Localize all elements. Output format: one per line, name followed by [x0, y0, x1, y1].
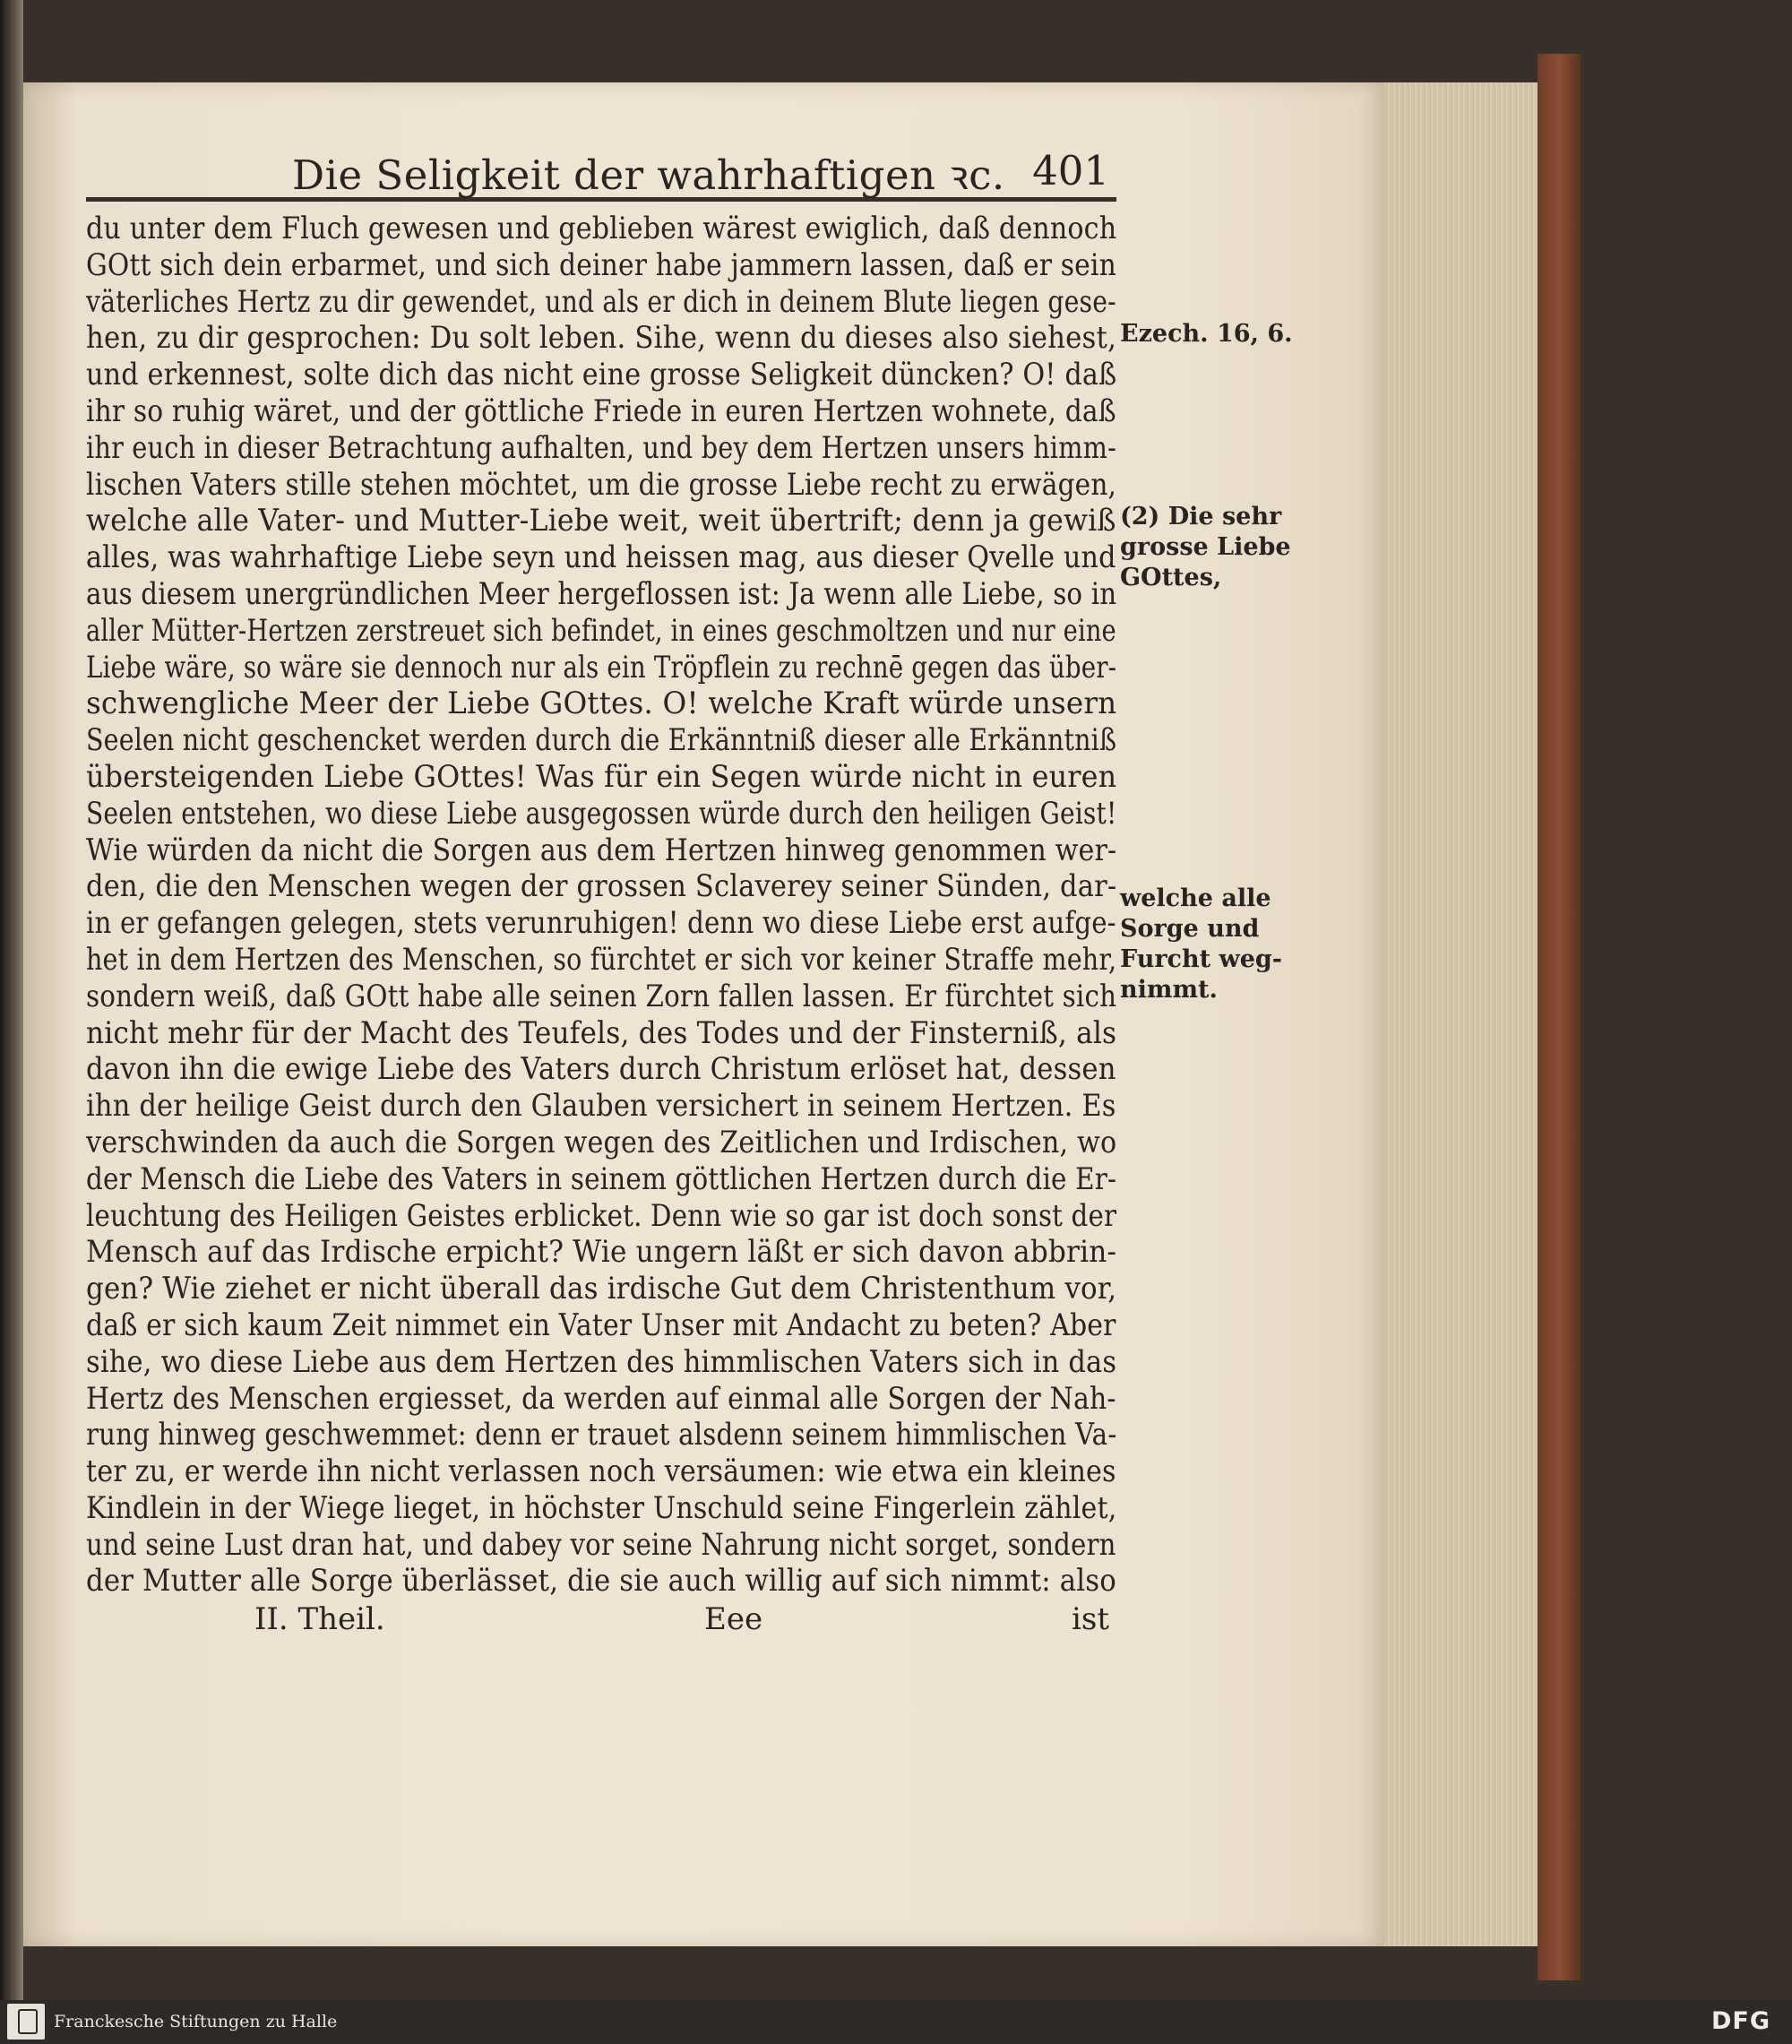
page-number: 401	[1032, 147, 1109, 194]
running-title: Die Seligkeit der wahrhaftigen ꝛc.	[292, 151, 1005, 199]
viewer-footer-bar	[0, 2000, 1792, 2044]
page-stack-edge	[1385, 82, 1538, 1946]
text-line: Kindlein in der Wiege lieget, in höchster Unschuld seine Fingerlein zählet,	[86, 1489, 1117, 1526]
body-text	[86, 211, 1116, 1600]
text-line: rung hinweg geschwemmet: denn er trauet alsdenn seinem himmlischen Va-	[86, 1417, 1117, 1453]
text-line: ihr so ruhig wäret, und der göttliche Friede in euren Hertzen wohnete, daß	[86, 392, 1116, 429]
text-line: hen, zu dir gesprochen: Du solt leben. Sihe, wenn du dieses also siehest,	[86, 320, 1117, 357]
page-footer	[86, 1601, 1116, 1641]
text-line: sondern weiß, daß GOtt habe alle seinen Zorn fallen lassen. Er fürchtet sich	[86, 978, 1117, 1014]
text-line: den, die den Menschen wegen der grossen Sclaverey seiner Sünden, dar-	[86, 868, 1117, 905]
margin-note-line: Ezech. 16, 6.	[1120, 320, 1293, 348]
margin-note-line: Sorge und	[1120, 915, 1260, 943]
dfg-logo: DFG	[1710, 2007, 1770, 2035]
text-line: nicht mehr für der Macht des Teufels, des Todes und der Finsterniß, als	[86, 1014, 1117, 1051]
text-line: der Mutter alle Sorge überlässet, die sie auch willig auf sich nimmt: also	[86, 1563, 1116, 1600]
text-line: schwengliche Meer der Liebe GOttes. O! welche Kraft würde unsern	[86, 686, 1117, 722]
text-line: väterliches Hertz zu dir gewendet, und als er dich in deinem Blute liegen gese-	[86, 283, 1116, 320]
text-line: ihr euch in dieser Betrachtung aufhalten, und bey dem Hertzen unsers himm-	[86, 429, 1116, 466]
text-line: und erkennest, solte dich das nicht eine grosse Seligkeit düncken? O! daß	[86, 357, 1117, 393]
previous-page-edge	[0, 0, 23, 2000]
text-line: Liebe wäre, so wäre sie dennoch nur als ein Tröpflein zu rechnē gegen das über-	[86, 649, 1117, 686]
text-block	[86, 143, 1116, 1641]
text-line: welche alle Vater- und Mutter-Liebe weit, weit übertrift; denn ja gewiß	[86, 503, 1116, 539]
text-line: übersteigenden Liebe GOttes! Was für ein Segen würde nicht in euren	[86, 758, 1117, 795]
margin-note-line: nimmt.	[1120, 976, 1218, 1004]
text-line: Wie würden da nicht die Sorgen aus dem Hertzen hinweg genommen wer-	[86, 832, 1117, 868]
margin-note-ezech	[1120, 319, 1293, 349]
margin-note-line: welche alle	[1120, 884, 1271, 912]
book-cover-edge	[1538, 54, 1581, 1980]
text-line: der Mensch die Liebe des Vaters in seinem göttlichen Hertzen durch die Er-	[86, 1160, 1117, 1197]
text-line: davon ihn die ewige Liebe des Vaters durch Christum erlöset hat, dessen	[86, 1051, 1116, 1088]
text-line: het in dem Hertzen des Menschen, so fürchtet er sich vor keiner Straffe mehr,	[86, 941, 1117, 978]
text-line: alles, was wahrhaftige Liebe seyn und heissen mag, aus dieser Qvelle und	[86, 539, 1116, 576]
text-line: ter zu, er werde ihn nicht verlassen noch versäumen: wie etwa ein kleines	[86, 1453, 1116, 1490]
running-head	[86, 143, 1116, 202]
text-line: Mensch auf das Irdische erpicht? Wie ungern läßt er sich davon abbrin-	[86, 1234, 1117, 1271]
text-line: aus diesem unergründlichen Meer hergeflossen ist: Ja wenn alle Liebe, so in	[86, 575, 1117, 612]
text-line: verschwinden da auch die Sorgen wegen des Zeitlichen und Irdischen, wo	[86, 1124, 1117, 1160]
text-line: Seelen entstehen, wo diese Liebe ausgegossen würde durch den heiligen Geist!	[86, 795, 1117, 832]
margin-note-love	[1120, 502, 1291, 593]
text-line: gen? Wie ziehet er nicht überall das irdische Gut dem Christenthum vor,	[86, 1271, 1117, 1307]
text-line: Seelen nicht geschencket werden durch die Erkänntniß dieser alle Erkänntniß	[86, 722, 1117, 759]
margin-note-line: grosse Liebe	[1120, 533, 1291, 561]
margin-note-line: (2) Die sehr	[1120, 503, 1282, 530]
text-line: daß er sich kaum Zeit nimmet ein Vater Unser mit Andacht zu beten? Aber	[86, 1307, 1116, 1343]
footer-part: II. Theil.	[254, 1601, 385, 1638]
text-line: du unter dem Fluch gewesen und geblieben wärest ewiglich, daß dennoch	[86, 211, 1117, 246]
footer-signature: Eee	[704, 1601, 763, 1638]
text-line: und seine Lust dran hat, und dabey vor seine Nahrung nicht sorget, sondern	[86, 1526, 1116, 1563]
institution-name: Franckesche Stiftungen zu Halle	[54, 2012, 338, 2031]
footer-catchword: ist	[1072, 1601, 1109, 1638]
text-line: aller Mütter-Hertzen zerstreuet sich befindet, in eines geschmoltzen und nur eine	[86, 612, 1116, 649]
text-line: Hertz des Menschen ergiesset, da werden auf einmal alle Sorgen der Nah-	[86, 1380, 1116, 1417]
text-line: sihe, wo diese Liebe aus dem Hertzen des himmlischen Vaters sich in das	[86, 1343, 1117, 1380]
institution-logo-icon	[7, 2004, 45, 2040]
text-line: ihn der heilige Geist durch den Glauben versichert in seinem Hertzen. Es	[86, 1088, 1116, 1125]
text-line: in er gefangen gelegen, stets verunruhigen! denn wo diese Liebe erst aufge-	[86, 905, 1116, 942]
margin-note-line: GOttes,	[1120, 564, 1222, 591]
margin-note-sorrow	[1120, 884, 1282, 1005]
text-line: lischen Vaters stille stehen möchtet, um die grosse Liebe recht zu erwägen,	[86, 466, 1117, 503]
margin-note-line: Furcht weg-	[1120, 945, 1282, 973]
text-line: leuchtung des Heiligen Geistes erblicket. Denn wie so gar ist doch sonst der	[86, 1197, 1117, 1234]
text-line: GOtt sich dein erbarmet, und sich deiner habe jammern lassen, daß er sein	[86, 246, 1116, 283]
